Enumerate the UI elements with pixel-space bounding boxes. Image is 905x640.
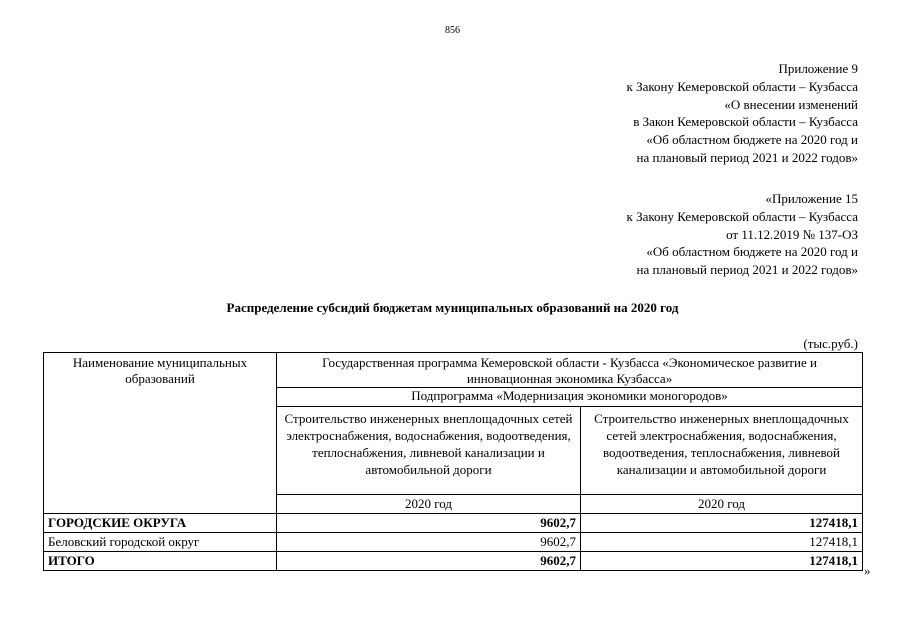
subprogram-header: Подпрограмма «Модернизация экономики моногородов» (277, 388, 863, 407)
program-header: Государственная программа Кемеровской области - Кузбасса «Экономическое развитие и инновационная экономика Кузбасса» (277, 353, 863, 388)
table-row-belovo (44, 533, 863, 552)
appendix-line: от 11.12.2019 № 137-ОЗ (726, 226, 858, 242)
row-name: Беловский городской округ (44, 533, 277, 552)
column-header-year-1: 2020 год (277, 495, 581, 514)
row-value-1: 9602,7 (277, 552, 581, 571)
appendix-line: «Об областном бюджете на 2020 год и (646, 244, 858, 260)
appendix-line: Приложение 9 (778, 61, 858, 76)
table-row-urban-districts (44, 514, 863, 533)
column-header-year-2: 2020 год (581, 495, 863, 514)
appendix-line: в Закон Кемеровской области – Кузбасса (633, 114, 858, 130)
row-value-1: 9602,7 (277, 533, 581, 552)
appendix-line: к Закону Кемеровской области – Кузбасса (626, 78, 858, 94)
row-value-2: 127418,1 (581, 514, 863, 533)
row-value-1: 9602,7 (277, 514, 581, 533)
column-header-description-1: Строительство инженерных внеплощадочных сетей электроснабжения, водоснабжения, водоотведения, теплоснабжения, ливневой канализации и автомобильной дороги (277, 407, 581, 495)
table-row-total (44, 552, 863, 571)
units-label: (тыс.руб.) (803, 336, 858, 351)
appendix-line: на плановый период 2021 и 2022 годов» (636, 262, 858, 278)
row-value-2: 127418,1 (581, 552, 863, 571)
subsidy-table (43, 352, 863, 571)
row-value-2: 127418,1 (581, 533, 863, 552)
row-name: ИТОГО (44, 552, 277, 571)
appendix-line: «О внесении изменений (724, 96, 858, 112)
closing-quote: » (864, 563, 871, 578)
appendix-line: на плановый период 2021 и 2022 годов» (636, 149, 858, 165)
appendix-header-15 (627, 190, 859, 279)
appendix-line: к Закону Кемеровской области – Кузбасса (626, 208, 858, 224)
appendix-line: «Об областном бюджете на 2020 год и (646, 132, 858, 148)
page-number: 856 (445, 25, 460, 36)
appendix-header-9 (627, 60, 859, 167)
appendix-line: «Приложение 15 (765, 191, 858, 206)
column-header-description-2: Строительство инженерных внеплощадочных сетей электроснабжения, водоснабжения, водоотведения, теплоснабжения, ливневой канализации и автомобильной дороги (581, 407, 863, 495)
row-name: ГОРОДСКИЕ ОКРУГА (44, 514, 277, 533)
column-header-municipality: Наименование муниципальных образований (44, 353, 277, 514)
document-title: Распределение субсидий бюджетам муниципальных образований на 2020 год (226, 300, 679, 315)
